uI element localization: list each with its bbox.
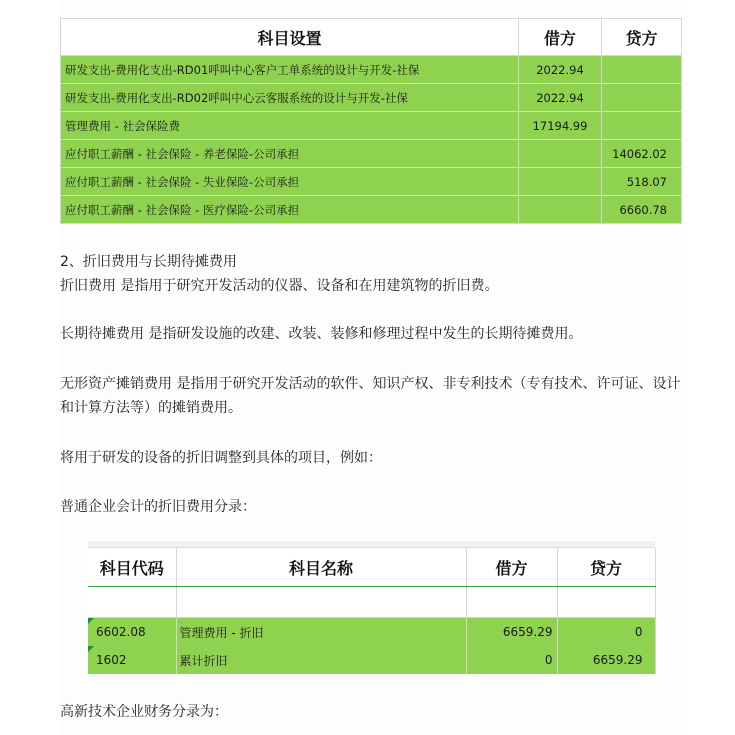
depreciation-paragraph: 折旧费用 是指用于研究开发活动的仪器、设备和在用建筑物的折旧费。 [60, 278, 499, 294]
header-name: 科目名称 [176, 548, 466, 587]
table-header-row [61, 19, 682, 56]
code-cell [88, 618, 176, 647]
spreadsheet-column-bar [88, 541, 655, 548]
account-cell: 研发支出-费用化支出-RD01呼叫中心客户工单系统的设计与开发-社保 [61, 56, 519, 84]
code-cell [88, 646, 176, 674]
blank-cell [557, 587, 655, 618]
credit-cell: 0 [557, 618, 655, 647]
name-cell: 累计折旧 [176, 646, 466, 674]
account-cell: 管理费用 - 社会保险费 [61, 112, 519, 140]
hightech-entry-caption: 高新技术企业财务分录为： [60, 704, 228, 720]
credit-cell: 6660.78 [602, 196, 682, 224]
credit-cell [602, 84, 682, 112]
intangible-amortization-paragraph: 无形资产摊销费用 是指用于研究开发活动的软件、知识产权、非专利技术（专有技术、许可证、设计和计算方法等）的摊销费用。 [60, 376, 681, 416]
code-text: 1602 [96, 653, 127, 667]
debit-cell [519, 196, 602, 224]
ordinary-entry-caption: 普通企业会计的折旧费用分录： [60, 499, 256, 515]
debit-cell: 17194.99 [519, 112, 602, 140]
blank-row [88, 587, 655, 618]
credit-cell: 14062.02 [602, 140, 682, 168]
blank-cell [176, 587, 466, 618]
code-text: 6602.08 [96, 625, 146, 639]
credit-cell: 6659.29 [557, 646, 655, 674]
depreciation-entry-table [88, 548, 656, 674]
cell-marker-icon [88, 618, 94, 624]
debit-cell: 0 [466, 646, 557, 674]
account-cell: 应付职工薪酬 - 社会保险 - 养老保险-公司承担 [61, 140, 519, 168]
social-insurance-table [60, 18, 682, 224]
table-row [61, 56, 682, 84]
table-row [61, 168, 682, 196]
table-header-row [88, 548, 655, 587]
debit-cell [519, 168, 602, 196]
example-intro-paragraph: 将用于研发的设备的折旧调整到具体的项目，例如： [60, 450, 382, 466]
long-term-prepaid-paragraph: 长期待摊费用 是指研发设施的改建、改装、装修和修理过程中发生的长期待摊费用。 [60, 326, 583, 342]
table-row [61, 112, 682, 140]
blank-cell [88, 587, 176, 618]
account-cell: 研发支出-费用化支出-RD02呼叫中心云客服系统的设计与开发-社保 [61, 84, 519, 112]
table-row [61, 140, 682, 168]
table-row [88, 646, 655, 674]
credit-cell: 518.07 [602, 168, 682, 196]
cell-marker-icon [88, 646, 94, 652]
credit-cell [602, 112, 682, 140]
depreciation-entry-table-image [88, 541, 655, 674]
debit-cell [519, 140, 602, 168]
debit-cell: 2022.94 [519, 84, 602, 112]
table-row [61, 196, 682, 224]
debit-cell: 6659.29 [466, 618, 557, 647]
account-cell: 应付职工薪酬 - 社会保险 - 失业保险-公司承担 [61, 168, 519, 196]
section-heading: 2、折旧费用与长期待摊费用 [60, 254, 237, 270]
header-debit: 借方 [519, 19, 602, 56]
name-cell: 管理费用 - 折旧 [176, 618, 466, 647]
debit-cell: 2022.94 [519, 56, 602, 84]
table-row [88, 618, 655, 647]
table-row [61, 84, 682, 112]
credit-cell [602, 56, 682, 84]
header-credit: 贷方 [602, 19, 682, 56]
header-debit: 借方 [466, 548, 557, 587]
header-credit: 贷方 [557, 548, 655, 587]
blank-cell [466, 587, 557, 618]
account-cell: 应付职工薪酬 - 社会保险 - 医疗保险-公司承担 [61, 196, 519, 224]
header-account: 科目设置 [61, 19, 519, 56]
header-code: 科目代码 [88, 548, 176, 587]
